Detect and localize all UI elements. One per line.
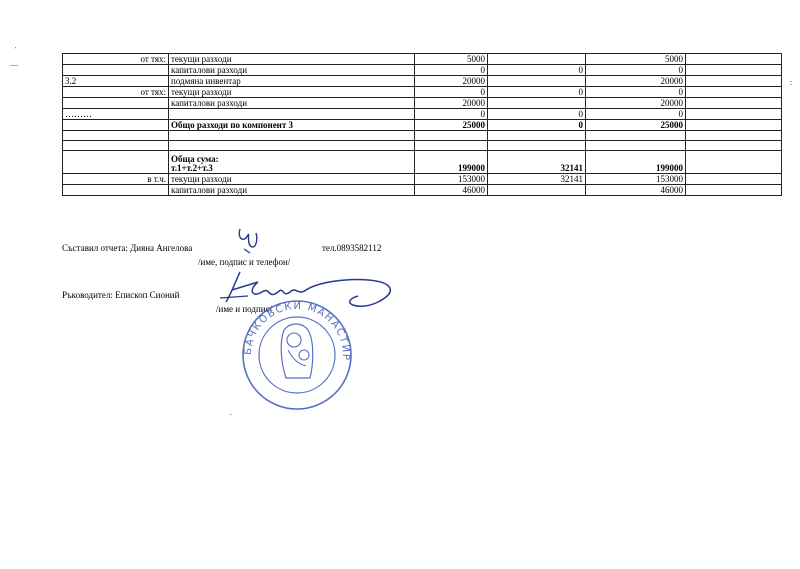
row-label-cell: в т.ч. bbox=[63, 174, 169, 185]
amount-cell: 0 bbox=[415, 65, 488, 76]
manager-label: Ръководител: Епископ Сионий bbox=[62, 290, 180, 300]
row-label-cell: от тях: bbox=[63, 87, 169, 98]
table-row bbox=[63, 131, 782, 141]
svg-text:БАЧКОВСКИ МАНАСТИР: БАЧКОВСКИ МАНАСТИР bbox=[242, 300, 352, 362]
total-cell: 20000 bbox=[586, 98, 686, 109]
amount-cell: 5000 bbox=[415, 54, 488, 65]
total-cell: 153000 bbox=[586, 174, 686, 185]
table-row bbox=[63, 185, 782, 196]
description-cell: Общо разходи по компонент 3 bbox=[169, 120, 415, 131]
total-cell bbox=[586, 131, 686, 141]
amount-cell bbox=[415, 131, 488, 141]
amount-cell: 20000 bbox=[415, 76, 488, 87]
spent-cell: 0 bbox=[488, 109, 586, 120]
table-row bbox=[63, 151, 782, 174]
row-label-cell bbox=[63, 185, 169, 196]
prepared-by-signature bbox=[234, 225, 264, 255]
extra-cell bbox=[686, 76, 782, 87]
row-label-cell: 3.2 bbox=[63, 76, 169, 87]
table-row bbox=[63, 174, 782, 185]
spent-cell bbox=[488, 54, 586, 65]
amount-cell: 46000 bbox=[415, 185, 488, 196]
total-cell: 199000 bbox=[586, 151, 686, 174]
spent-cell bbox=[488, 76, 586, 87]
row-label-cell bbox=[63, 131, 169, 141]
table-row bbox=[63, 54, 782, 65]
grand-total-title: Обща сума: bbox=[171, 154, 219, 164]
total-cell bbox=[586, 141, 686, 151]
extra-cell bbox=[686, 141, 782, 151]
row-label-cell: от тях: bbox=[63, 54, 169, 65]
spent-cell: 0 bbox=[488, 87, 586, 98]
extra-cell bbox=[686, 54, 782, 65]
table-row bbox=[63, 109, 782, 120]
description-cell: капиталови разходи bbox=[169, 65, 415, 76]
prepared-by-label: Съставил отчета: Дияна Ангелова bbox=[62, 243, 193, 253]
description-cell bbox=[169, 131, 415, 141]
total-cell: 5000 bbox=[586, 54, 686, 65]
description-cell: капиталови разходи bbox=[169, 98, 415, 109]
extra-cell bbox=[686, 98, 782, 109]
row-label-cell bbox=[63, 141, 169, 151]
description-cell bbox=[169, 141, 415, 151]
spent-cell bbox=[488, 98, 586, 109]
table-row bbox=[63, 141, 782, 151]
amount-cell: 25000 bbox=[415, 120, 488, 131]
spent-cell bbox=[488, 185, 586, 196]
extra-cell bbox=[686, 120, 782, 131]
amount-cell bbox=[415, 141, 488, 151]
extra-cell bbox=[686, 151, 782, 174]
spent-cell: 0 bbox=[488, 65, 586, 76]
grand-total-formula: т.1+т.2+т.3 bbox=[171, 163, 213, 173]
amount-cell: 199000 bbox=[415, 151, 488, 174]
description-cell bbox=[169, 151, 415, 174]
table-row bbox=[63, 98, 782, 109]
description-cell: капиталови разходи bbox=[169, 185, 415, 196]
total-cell: 46000 bbox=[586, 185, 686, 196]
row-label-cell bbox=[63, 65, 169, 76]
spent-cell: 32141 bbox=[488, 151, 586, 174]
phone-number: тел.0893582112 bbox=[322, 243, 382, 253]
extra-cell bbox=[686, 131, 782, 141]
amount-cell: 0 bbox=[415, 87, 488, 98]
row-label-cell bbox=[63, 120, 169, 131]
amount-cell: 20000 bbox=[415, 98, 488, 109]
total-cell: 0 bbox=[586, 87, 686, 98]
table-row bbox=[63, 65, 782, 76]
amount-cell: 0 bbox=[415, 109, 488, 120]
total-cell: 0 bbox=[586, 65, 686, 76]
total-cell: 0 bbox=[586, 109, 686, 120]
row-label-cell bbox=[63, 151, 169, 174]
description-cell: подмяна инвентар bbox=[169, 76, 415, 87]
scan-mark: . bbox=[230, 408, 232, 417]
spent-cell bbox=[488, 141, 586, 151]
total-cell: 20000 bbox=[586, 76, 686, 87]
scan-mark: — bbox=[10, 60, 18, 69]
expenses-table bbox=[62, 53, 782, 196]
extra-cell bbox=[686, 87, 782, 98]
extra-cell bbox=[686, 109, 782, 120]
scan-mark: ˊ bbox=[14, 46, 17, 55]
spent-cell: 0 bbox=[488, 120, 586, 131]
table-row bbox=[63, 76, 782, 87]
table-row bbox=[63, 120, 782, 131]
prepared-by-caption: /име, подпис и телефон/ bbox=[198, 257, 291, 267]
spent-cell bbox=[488, 131, 586, 141]
spent-cell: 32141 bbox=[488, 174, 586, 185]
description-cell bbox=[169, 109, 415, 120]
extra-cell bbox=[686, 185, 782, 196]
row-label-cell: ……… bbox=[63, 109, 169, 120]
description-cell: текущи разходи bbox=[169, 54, 415, 65]
description-cell: текущи разходи bbox=[169, 87, 415, 98]
total-cell: 25000 bbox=[586, 120, 686, 131]
amount-cell: 153000 bbox=[415, 174, 488, 185]
description-cell: текущи разходи bbox=[169, 174, 415, 185]
scan-mark: : bbox=[790, 78, 793, 87]
monastery-seal bbox=[232, 300, 362, 410]
extra-cell bbox=[686, 65, 782, 76]
manager-caption: /име и подпис/ bbox=[216, 304, 273, 314]
table-row bbox=[63, 87, 782, 98]
extra-cell bbox=[686, 174, 782, 185]
row-label-cell bbox=[63, 98, 169, 109]
